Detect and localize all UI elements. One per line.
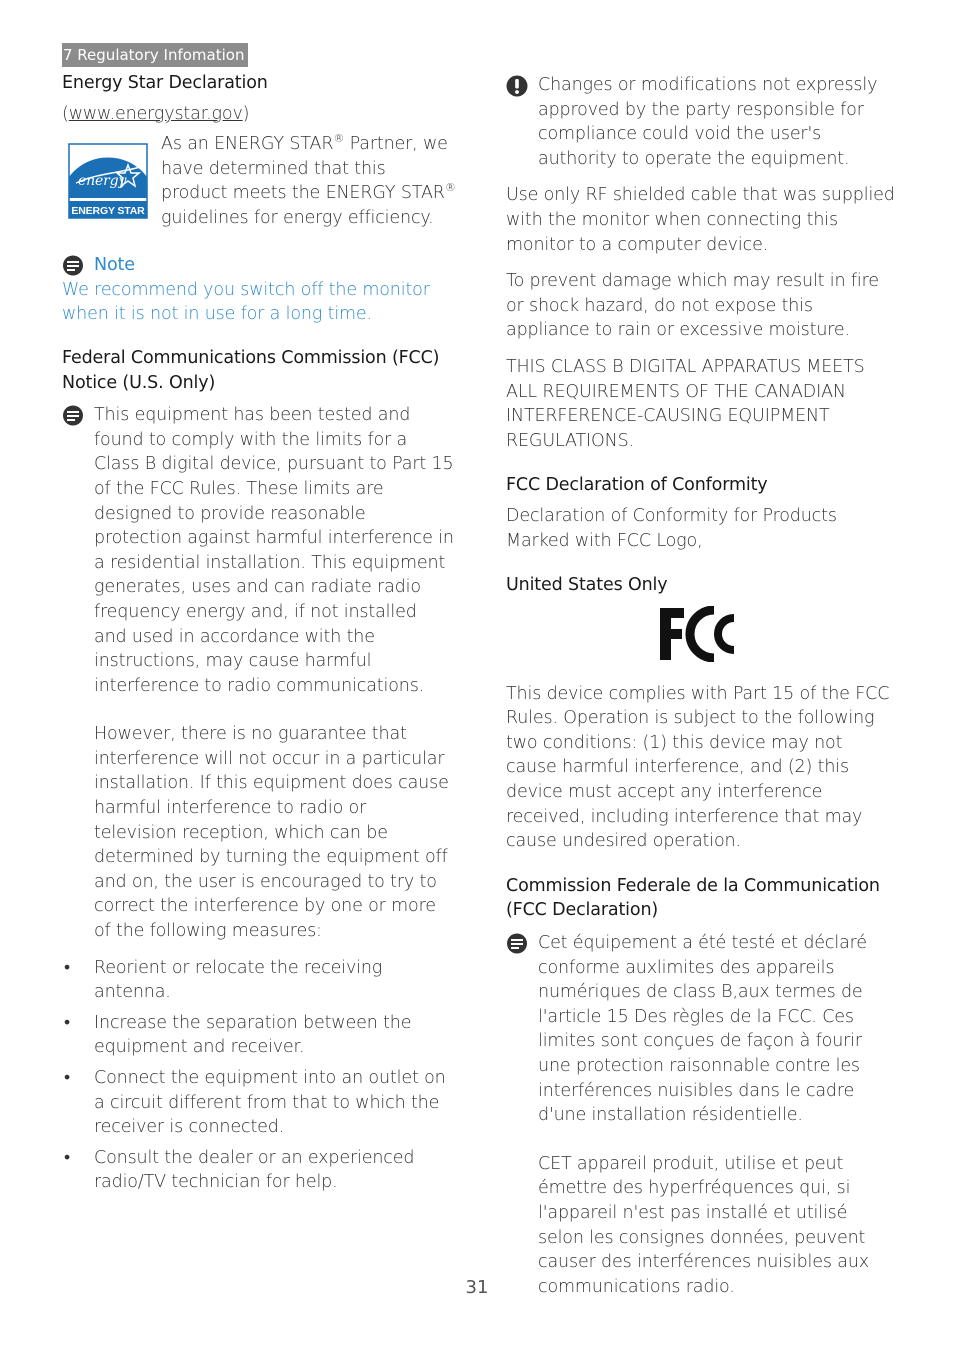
fcc-doc-paragraph: Declaration of Conformity for Products Marked with FCC Logo,	[506, 505, 837, 551]
page-number: 31	[465, 1277, 489, 1298]
french-fcc-block	[506, 931, 898, 1299]
energy-star-block	[62, 132, 454, 237]
note-icon	[62, 405, 84, 426]
fire-hazard-paragraph: To prevent damage which may result in fire or shock hazard, do not expose this appliance to rain or excessive moisture.	[506, 271, 879, 341]
fcc-notice-heading: Federal Communications Commission (FCC) Notice (U.S. Only)	[62, 347, 440, 393]
french-fcc-heading: Commission Federale de la Communication (FCC Declaration)	[506, 875, 880, 921]
svg-text:energy: energy	[78, 173, 127, 190]
fcc-notice-paragraph-1: This equipment has been tested and found to comply with the limits for a Class B digital device, pursuant to Part 15 of the FCC Rules. These limits are designed to provide reasonable protection against harmful interference in a residential installation. This equipment generates, uses and can radiate radio frequency energy and, if not installed and used in accordance with the instructions, may cause harmful interference to radio communications.	[94, 405, 454, 696]
french-paragraph-1: Cet équipement a été testé et déclaré conforme auxlimites des appareils numériques de class B,aux termes de l'article 15 Des règles de la FCC. Ces limites sont conçues de façon à fourir une protection raisonnable contre les interférences nuisibles dans le cadre d'une installation résidentielle.	[538, 933, 867, 1126]
canada-paragraph: THIS CLASS B DIGITAL APPARATUS MEETS ALL REQUIREMENTS OF THE CANADIAN INTERFERENCE-CAUSING EQUIPMENT REGULATIONS.	[506, 356, 865, 451]
right-column	[506, 73, 898, 1299]
left-column	[62, 71, 454, 1195]
part15-paragraph: This device complies with Part 15 of the FCC Rules. Operation is subject to the following two conditions: (1) this device may not cause harmful interference, and (2) this device must accept any interference received, including interference that may cause undesired operation.	[506, 683, 890, 852]
energy-star-logo-icon	[68, 143, 148, 219]
section-tag: 7 Regulatory Infomation	[62, 43, 248, 67]
energy-star-heading: Energy Star Declaration	[62, 73, 268, 93]
energy-star-paragraph: As an ENERGY STAR® Partner, we have determined that this product meets the ENERGY STAR® guidelines for energy efficiency.	[161, 132, 456, 228]
french-paragraph-2: CET appareil produit, utilise et peut émettre des hyperfréquences qui, si l'appareil n'est pas installé et utilisé selon les consignes données, peuvent causer des interférences nuisibles aux communications radio.	[538, 1153, 869, 1297]
list-item: • Reorient or relocate the receiving antenna.	[64, 957, 383, 1003]
note-icon	[62, 255, 84, 276]
fcc-doc-heading: FCC Declaration of Conformity	[506, 475, 768, 496]
energy-star-link[interactable]: www.energystar.gov	[68, 103, 243, 124]
list-item: • Increase the separation between the equipment and receiver.	[64, 1012, 412, 1058]
us-only-heading: United States Only	[506, 575, 668, 596]
fcc-logo-icon	[658, 606, 738, 662]
list-item: • Consult the dealer or an experienced radio/TV technician for help.	[64, 1147, 415, 1193]
note-block	[62, 253, 454, 327]
warning-block	[506, 73, 898, 171]
rf-cable-paragraph: Use only RF shielded cable that was supplied with the monitor when connecting this monitor to a computer device.	[506, 185, 895, 255]
measures-list	[62, 956, 454, 1195]
note-label: Note	[94, 255, 135, 276]
fcc-notice-block	[62, 403, 454, 943]
note-icon	[506, 933, 528, 954]
warning-icon	[506, 75, 528, 97]
fcc-logo-block	[506, 598, 898, 682]
list-item: • Connect the equipment into an outlet on a circuit different from that to which the receiver is connected.	[64, 1068, 446, 1138]
svg-text:ENERGY STAR: ENERGY STAR	[71, 205, 145, 218]
energy-star-url-line: (www.energystar.gov)	[62, 103, 250, 124]
warning-text: Changes or modifications not expressly approved by the party responsible for compliance could void the user's authority to operate the equipment.	[538, 75, 878, 169]
note-text: We recommend you switch off the monitor when it is not in use for a long time.	[62, 279, 430, 325]
fcc-notice-paragraph-2: However, there is no guarantee that interference will not occur in a particular installation. If this equipment does cause harmful interference to radio or television reception, which can be determined by turning the equipment off and on, the user is encouraged to try to correct the interference by one or more of the following measures:	[94, 724, 449, 942]
